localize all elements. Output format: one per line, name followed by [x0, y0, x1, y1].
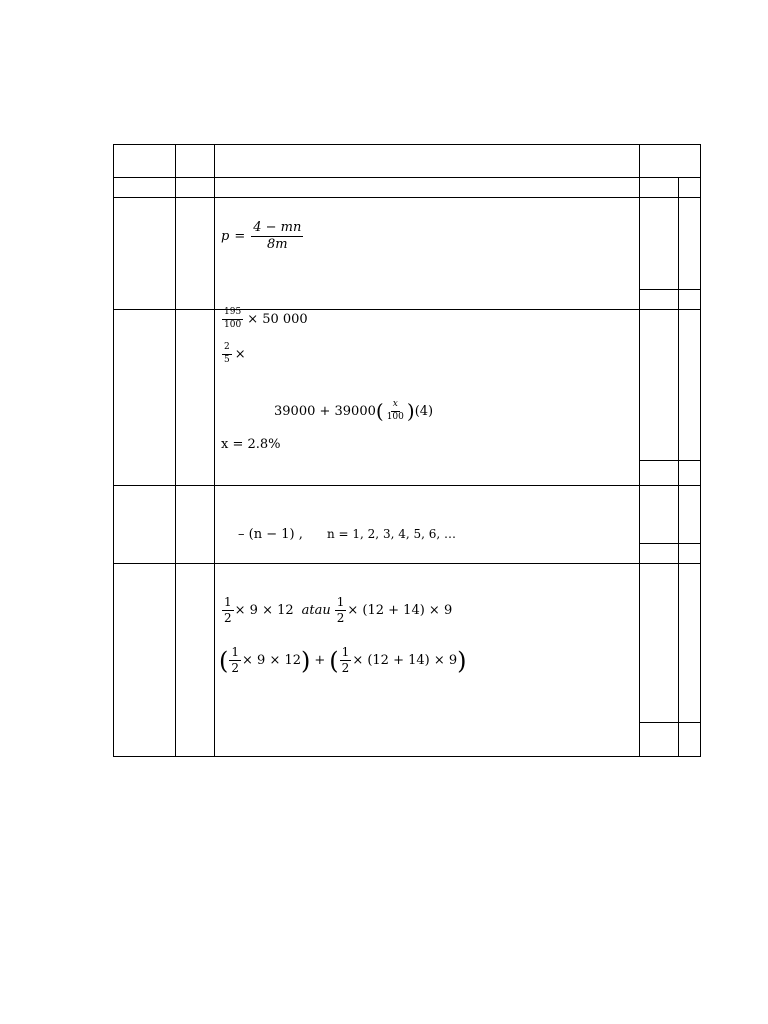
q2-line1-num: 195 [222, 308, 243, 320]
q4-l2-frac1 [229, 646, 241, 675]
q2-line1-den: 100 [224, 319, 242, 330]
q4-l2-f1-num: 1 [229, 646, 241, 661]
q2-line1-fraction [222, 308, 243, 331]
column-divider-2 [214, 144, 215, 757]
q2-line2-den: 5 [224, 354, 230, 365]
q4-l2-paren-open-2: ( [329, 646, 339, 675]
q4-l1-atau: atau [301, 603, 331, 619]
q2-line-2 [221, 343, 246, 366]
row-divider-1 [113, 309, 701, 310]
q1-numerator: 4 − mn [251, 221, 303, 237]
mark-total-line-4 [639, 722, 701, 723]
q4-l1-frac2 [335, 596, 347, 625]
q4-l1-f1-den: 2 [224, 611, 232, 626]
q2-line3-num: x [391, 400, 400, 412]
q4-l1-f1-num: 1 [222, 596, 234, 611]
q4-l2-tail: × (12 + 14) × 9 [352, 653, 458, 669]
q2-line3-fraction [385, 400, 406, 423]
q4-l2-paren-close-1: ) [301, 646, 311, 675]
table-border-top [113, 144, 701, 145]
mark-total-line-3 [639, 543, 701, 544]
q4-l1-mid: × 9 × 12 [234, 603, 294, 619]
header-divider [113, 177, 701, 178]
q3-n-values: n = 1, 2, 3, 4, 5, 6, … [327, 527, 456, 541]
q1-lhs: p [221, 229, 230, 245]
table-border-right [700, 144, 701, 757]
q4-l1-f2-num: 1 [335, 596, 347, 611]
q4-l2-frac2 [340, 646, 352, 675]
q4-l2-f1-den: 2 [231, 661, 240, 676]
q4-l2-plus: + [314, 653, 326, 669]
q2-line-3 [274, 400, 433, 423]
column-divider-1 [175, 144, 176, 757]
q1-formula [221, 221, 304, 253]
q4-line-1 [221, 596, 452, 625]
q2-line2-num: 2 [222, 343, 232, 355]
q2-line3-head: 39000 + 39000 [274, 403, 376, 419]
q1-denominator: 8m [267, 237, 288, 253]
q2-line2-tail: × [234, 346, 246, 362]
q2-right-paren: ) [406, 399, 415, 424]
q4-l1-f2-den: 2 [336, 611, 345, 626]
q2-line3-den: 100 [386, 411, 404, 422]
table-border-bottom [113, 756, 701, 757]
column-divider-3 [639, 144, 640, 757]
q4-l1-tail: × (12 + 14) × 9 [347, 603, 453, 619]
q4-line-2 [219, 646, 467, 675]
q4-l2-f2-num: 1 [340, 646, 352, 661]
q2-line3-tail: (4) [414, 403, 434, 419]
q4-l2-f2-den: 2 [341, 661, 350, 676]
row-divider-2 [113, 485, 701, 486]
q2-left-paren: ( [375, 399, 384, 424]
q2-line2-fraction [222, 343, 232, 366]
q1-equals: = [234, 229, 246, 245]
q4-l2-mid: × 9 × 12 [242, 653, 302, 669]
q4-l1-frac1 [222, 596, 234, 625]
column-divider-4 [678, 177, 679, 757]
mark-total-line-2 [639, 460, 701, 461]
q4-l2-paren-close-2: ) [457, 646, 467, 675]
q4-l2-paren-open-1: ( [219, 646, 229, 675]
q2-line-4: x = 2.8% [221, 437, 281, 452]
row-divider-3 [113, 563, 701, 564]
q2-line1-tail: × 50 000 [247, 311, 308, 327]
q2-line-1 [221, 308, 308, 331]
q3-expression: – (n − 1) , [238, 527, 303, 542]
table-border-left [113, 144, 114, 757]
q1-fraction [251, 221, 303, 253]
mark-total-line-1 [639, 289, 701, 290]
header-divider-2 [113, 197, 701, 198]
